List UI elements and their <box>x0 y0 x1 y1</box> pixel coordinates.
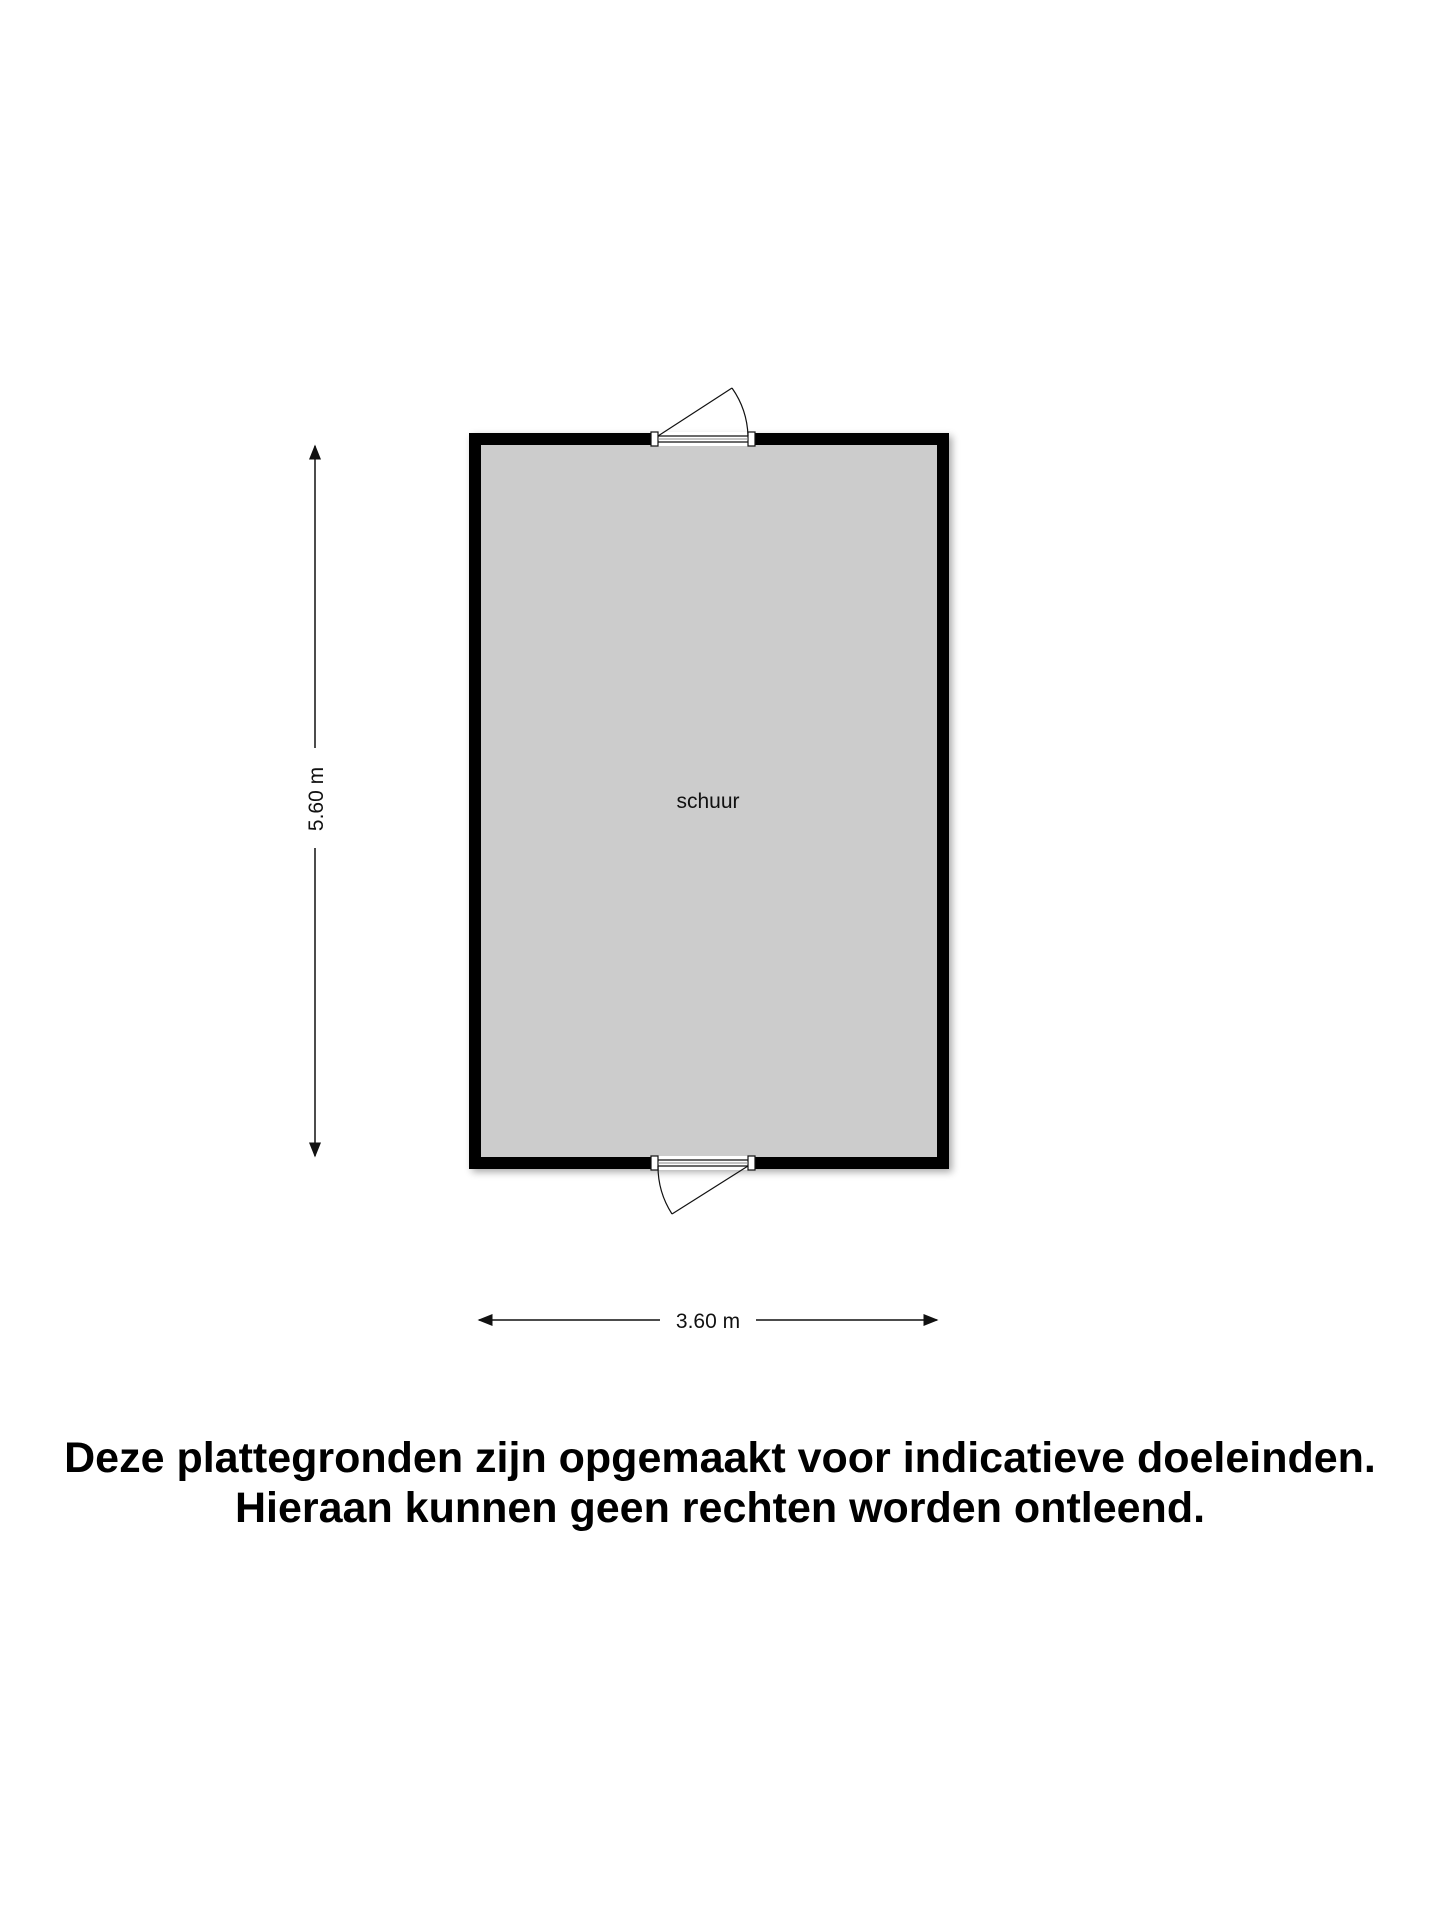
room-label: schuur <box>676 790 740 813</box>
bottom-door <box>651 1156 755 1214</box>
top-door <box>651 388 755 446</box>
width-dimension <box>479 1310 937 1333</box>
width-dimension-label: 3.60 m <box>675 1310 741 1333</box>
height-dimension-label: 5.60 m <box>305 766 328 832</box>
disclaimer-line-1: Deze plattegronden zijn opgemaakt voor indicatieve doeleinden. <box>64 1434 1376 1482</box>
disclaimer-line-2: Hieraan kunnen geen rechten worden ontleend. <box>234 1484 1206 1532</box>
height-dimension <box>305 446 328 1156</box>
